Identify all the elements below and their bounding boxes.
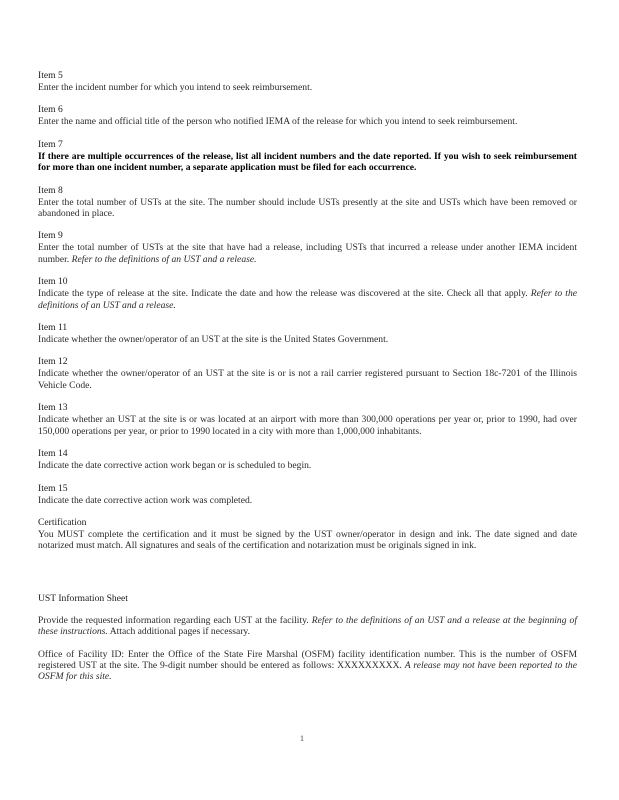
ust-info-text-1-reference: Refer to the definitions of an UST and a release at the beginning of these instructions. [38, 614, 577, 638]
page-number: 1 [300, 734, 304, 743]
item-5-text: Enter the incident number for which you intend to seek reimbursement. [38, 82, 313, 93]
item-10-heading: Item 10 [38, 276, 68, 288]
ust-info-text-2-start: Office of Facility ID: Enter the Office of the State Fire Marshal (OSFM) facility identification number. This is the number of OSFM registered UST at the site. The 9-digit number should be entered as follows: XXXXXXXXX. [38, 648, 577, 671]
item-9-text [38, 242, 577, 265]
item-15-text: Indicate the date corrective action work was completed. [38, 494, 253, 506]
certification-heading: Certification [38, 516, 87, 528]
item-8-section [38, 185, 577, 220]
ust-information-sheet-section [38, 593, 577, 604]
item-10-text [38, 288, 577, 311]
item-6-heading: Item 6 [38, 104, 63, 116]
item-11-text: Indicate whether the owner/operator of an UST at the site is the United States Government. [38, 334, 389, 346]
item-9-text-reference: Refer to the definitions of an UST and a release. [71, 253, 257, 265]
item-9-heading: Item 9 [38, 230, 63, 242]
item-7-heading: Item 7 [38, 138, 63, 150]
item-5-heading: Item 5 [38, 70, 63, 81]
item-9-text-main: Enter the total number of USTs at the site that have had a release, including USTs that incurred a release under another IEMA incident number. [38, 242, 577, 265]
ust-info-paragraph-2 [38, 649, 577, 683]
ust-info-text-2 [38, 649, 577, 683]
item-12-section [38, 356, 577, 391]
item-8-heading: Item 8 [38, 184, 63, 196]
item-13-heading: Item 13 [38, 402, 68, 414]
item-14-section [38, 448, 577, 471]
item-14-heading: Item 14 [38, 448, 68, 460]
item-6-section [38, 104, 577, 127]
item-12-heading: Item 12 [38, 356, 68, 368]
ust-info-text-1 [38, 615, 577, 638]
item-6-text: Enter the name and official title of the person who notified IEMA of the release for which you intend to seek reimbursement. [38, 116, 518, 128]
item-15-heading: Item 15 [38, 482, 68, 494]
item-11-heading: Item 11 [38, 322, 68, 334]
certification-section [38, 517, 577, 552]
ust-information-sheet-heading: UST Information Sheet [38, 592, 128, 604]
item-10-text-main: Indicate the type of release at the site. Indicate the date and how the release was discovered at the site. Check all that apply. [38, 288, 531, 300]
item-13-text: Indicate whether an UST at the site is or was located at an airport with more than 300,000 operations per year or, prior to 1990, had over 150,000 operations per year, or prior to 1990 located in a city with more than 1,000,000 inhabitants. [38, 414, 577, 437]
item-14-text: Indicate the date corrective action work began or is scheduled to begin. [38, 460, 312, 472]
item-9-section [38, 230, 577, 265]
ust-info-text-2-note: A release may not have been reported to the OSFM for this site. [38, 659, 577, 683]
item-10-section [38, 276, 577, 311]
certification-text: You MUST complete the certification and it must be signed by the UST owner/operator in design and ink. The date signed and date notarized must match. All signatures and seals of the certification and notarization must be originals signed in ink. [38, 528, 577, 552]
section-gap [38, 563, 577, 589]
ust-info-text-1-start: Provide the requested information regarding each UST at the facility. [38, 614, 312, 626]
item-10-text-reference: Refer to the definitions of an UST and a release. [38, 288, 578, 311]
item-7-text: If there are multiple occurrences of the release, list all incident numbers and the date reported. If you wish to seek reimbursement for more than one incident number, a separate application must be filed for each occurrence. [38, 150, 577, 174]
item-13-section [38, 402, 577, 437]
item-12-text: Indicate whether the owner/operator of an UST at the site is or is not a rail carrier registered pursuant to Section 18c-7201 of the Illinois Vehicle Code. [38, 368, 577, 391]
item-5-section [38, 70, 577, 93]
item-7-section [38, 139, 577, 174]
item-8-text: Enter the total number of USTs at the site. The number should include USTs presently at the site and USTs which have been removed or abandoned in place. [38, 196, 577, 220]
item-15-section [38, 483, 577, 506]
ust-info-paragraph-1 [38, 615, 577, 638]
ust-info-text-1-end: Attach additional pages if necessary. [107, 626, 250, 638]
item-11-section [38, 322, 577, 345]
